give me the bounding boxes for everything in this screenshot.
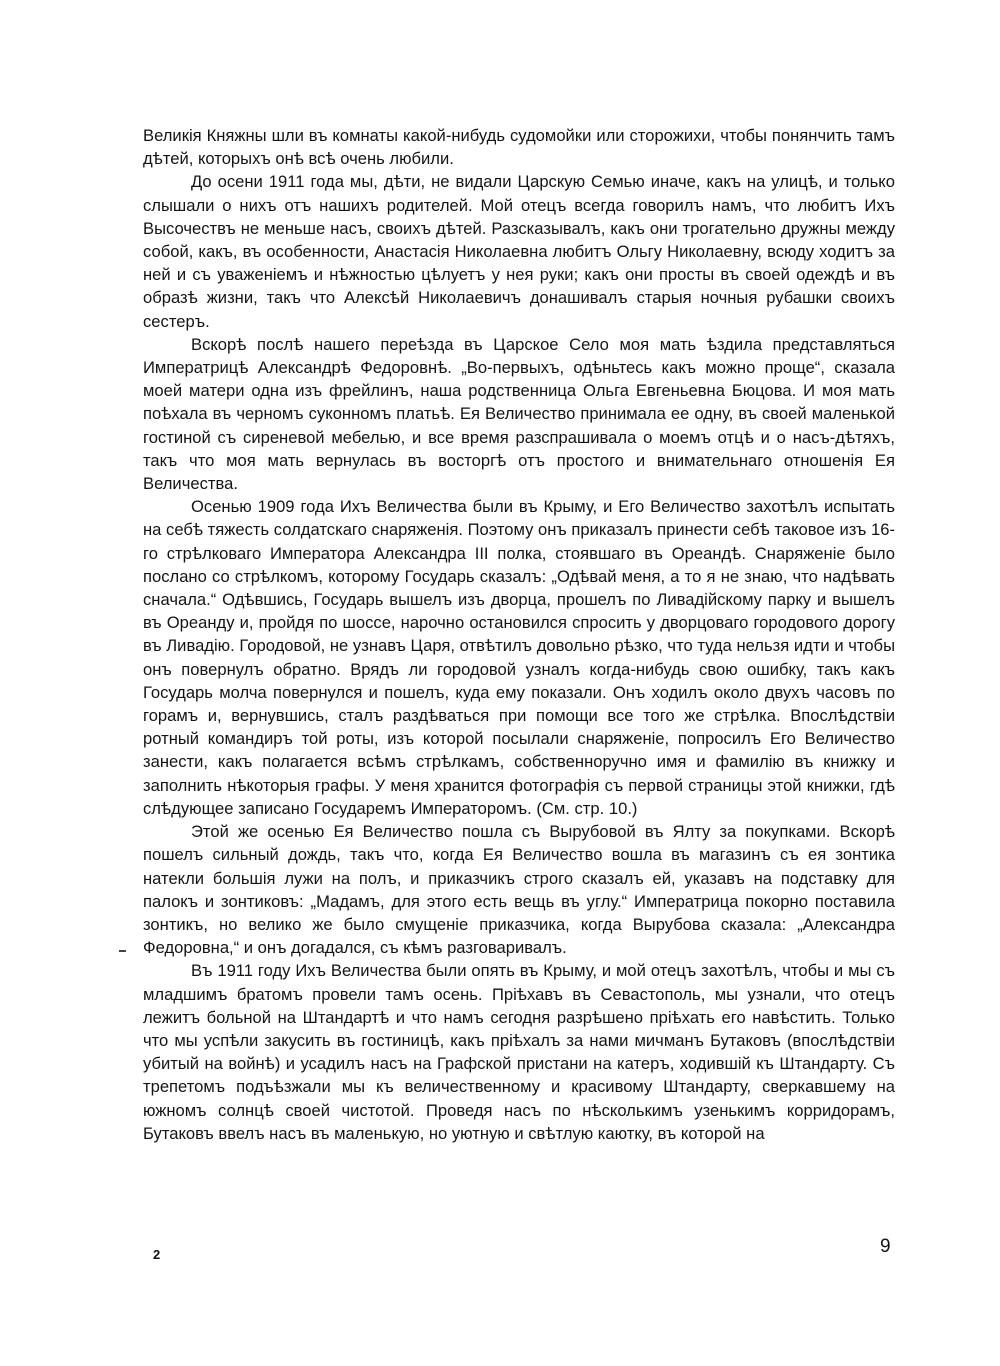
paragraph-5: Этой же осенью Ея Величество пошла съ Вырубовой въ Ялту за покупками. Вскорѣ пошелъ сильный дождь, такъ что, когда Ея Величество вошла въ магазинъ съ ея зонтика натекли большія лужи на полъ, и приказчикъ строго сказалъ ей, указавъ на подставку для палокъ и зонтиковъ: „Мадамъ, для этого есть вещь въ углу.“ Императрица покорно поставила зонтикъ, но велико же было смущеніе приказчика, когда Вырубова сказала: „Александра Федоровна,“ и онъ догадался, съ кѣмъ разговаривалъ. bbox=[143, 822, 895, 958]
paragraph-2: До осени 1911 года мы, дѣти, не видали Царскую Семью иначе, какъ на улицѣ, и только слышали о нихъ отъ нашихъ родителей. Мой отецъ всегда говорилъ намъ, что любитъ Ихъ Высочествъ не меньше насъ, своихъ дѣтей. Разсказывалъ, какъ они трогательно дружны между собой, какъ, въ особенности, Анастасія Николаевна любитъ Ольгу Николаевну, всюду ходитъ за ней и съ уваженіемъ и нѣжностью цѣлуетъ у нея руки; какъ они просты въ своей одеждѣ и въ образѣ жизни, такъ что Алексѣй Николаевичъ донашивалъ старыя ночныя рубашки своихъ сестеръ. bbox=[143, 172, 895, 331]
paragraph-6: Въ 1911 году Ихъ Величества были опять въ Крыму, и мой отецъ захотѣлъ, чтобы и мы съ младшимъ братомъ провели тамъ осень. Пріѣхавъ въ Севастополь, мы узнали, что отецъ лежитъ больной на Штандартѣ и что намъ сегодня разрѣшено пріѣхать его навѣстить. Только что мы успѣли закусить въ гостиницѣ, какъ пріѣхалъ за нами мичманъ Бутаковъ (впослѣдствіи убитый на войнѣ) и усадилъ насъ на Графской пристани на катеръ, ходившій къ Штандарту. Съ трепетомъ подъѣзжали мы къ величественному и красивому Штандарту, сверкавшему на южномъ солнцѣ своей чистотой. Проведя насъ по нѣсколькимъ узенькимъ корридорамъ, Бутаковъ ввелъ насъ въ маленькую, но уютную и свѣтлую каютку, въ которой на bbox=[143, 961, 895, 1143]
margin-mark bbox=[119, 950, 126, 952]
page-number: 9 bbox=[880, 1236, 891, 1257]
body-text bbox=[143, 124, 895, 1145]
printer-signature-mark: 2 bbox=[153, 1247, 161, 1262]
paragraph-4: Осенью 1909 года Ихъ Величества были въ Крыму, и Его Величество захотѣлъ испытать на себѣ тяжесть солдатскаго снаряженія. Поэтому онъ приказалъ принести себѣ таковое изъ 16-го стрѣлковаго Императора Александра III полка, стоявшаго въ Ореандѣ. Снаряженіе было послано со стрѣлкомъ, которому Государь сказалъ: „Одѣвай меня, а то я не знаю, что надѣвать сначала.“ Одѣвшись, Государь вышелъ изъ дворца, прошелъ по Ливадійскому парку и вышелъ въ Ореанду и, пройдя по шоссе, нарочно остановился спросить у дворцоваго городового дорогу въ Ливадію. Городовой, не узнавъ Царя, отвѣтилъ довольно рѣзко, что туда нельзя идти и чтобы онъ повернулъ обратно. Врядъ ли городовой узналъ когда-нибудь свою ошибку, такъ какъ Государь молча повернулся и пошелъ, куда ему показали. Онъ ходилъ около двухъ часовъ по горамъ и, вернувшись, сталъ раздѣваться при помощи все того же стрѣлка. Впослѣдствіи ротный командиръ той роты, изъ которой посылали снаряженіе, попросилъ Его Величество занести, какъ полагается всѣмъ стрѣлкамъ, собственноручно имя и фамилію въ книжку и заполнить нѣкоторыя графы. У меня хранится фотографія съ первой страницы этой книжки, гдѣ слѣдующее записано Государемъ Императоромъ. (См. стр. 10.) bbox=[143, 497, 895, 818]
paragraph-1: Великія Княжны шли въ комнаты какой-нибудь судомойки или сторожихи, чтобы понянчить тамъ дѣтей, которыхъ онѣ всѣ очень любили. bbox=[143, 126, 895, 169]
paragraph-3: Вскорѣ послѣ нашего переѣзда въ Царское Село моя мать ѣздила представляться Императрицѣ Александрѣ Федоровнѣ. „Во-первыхъ, одѣньтесь какъ можно проще“, сказала моей матери одна изъ фрейлинъ, наша родственница Ольга Евгеньевна Бюцова. И моя мать поѣхала въ черномъ суконномъ платьѣ. Ея Величество принимала ее одну, въ своей маленькой гостиной съ сиреневой мебелью, и все время разспрашивала о моемъ отцѣ и о насъ-дѣтяхъ, такъ что моя мать вернулась въ восторгѣ отъ простого и внимательнаго отношенія Ея Величества. bbox=[143, 334, 895, 494]
